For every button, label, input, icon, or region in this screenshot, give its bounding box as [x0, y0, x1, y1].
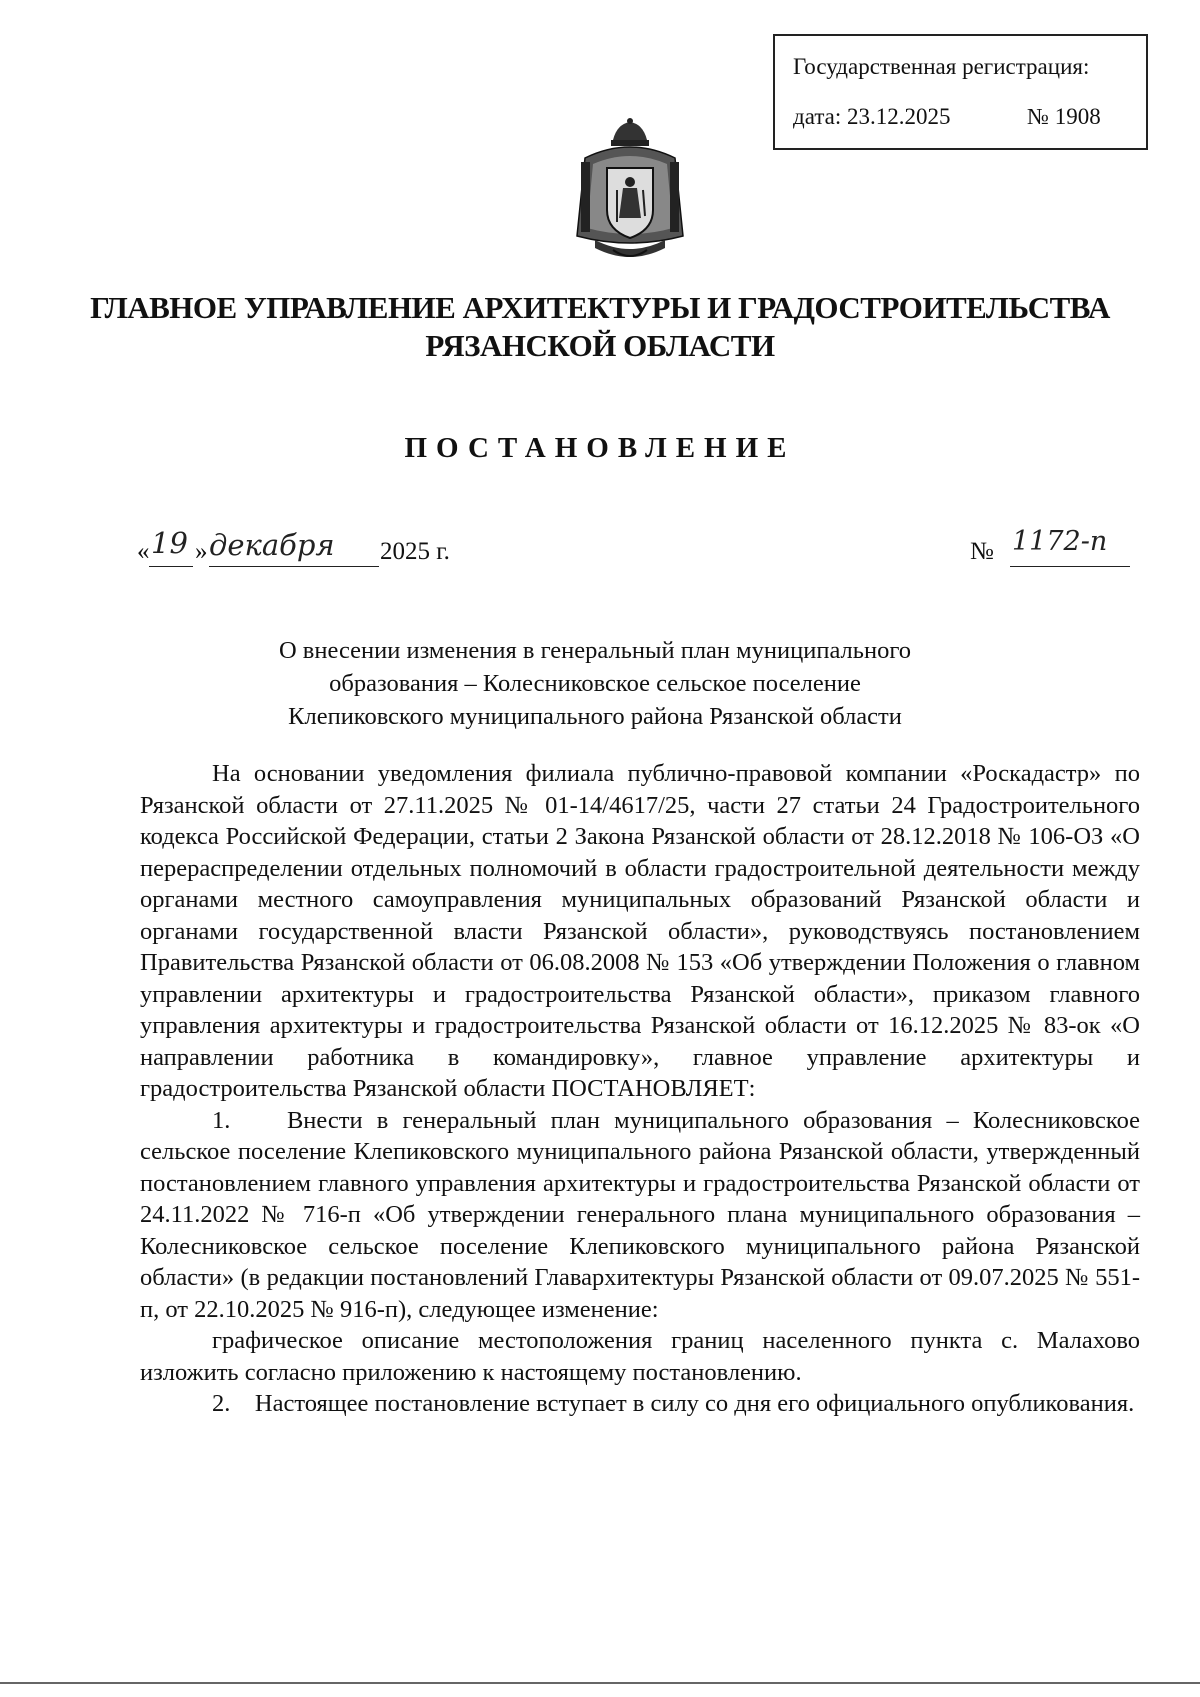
organization-name-line2: РЯЗАНСКОЙ ОБЛАСТИ	[425, 328, 775, 363]
date-month-underline	[209, 566, 379, 567]
item-2-paragraph: 2. Настоящее постановление вступает в силу со дня его официального опубликования.	[212, 1390, 1135, 1417]
document-type-heading: ПОСТАНОВЛЕНИЕ	[404, 432, 796, 464]
item-1-change-paragraph: графическое описание местоположения границ населенного пункта с. Малахово изложить согласно приложению к настоящему постановлению.	[140, 1327, 1140, 1386]
registration-number: № 1908	[1027, 104, 1101, 129]
date-open-quote: «	[137, 538, 150, 565]
number-handwritten: 1172-п	[1012, 526, 1108, 557]
date-year: 2025 г.	[380, 538, 450, 565]
item-1-paragraph: 1. Внести в генеральный план муниципального образования – Колесниковское сельское поселение Клепиковского муниципального района Рязанской области, утвержденный постановлением главного управления архитектуры и градостроительства Рязанской области от 24.11.2022 № 716-п «Об утверждении генерального плана муниципального образования – Колесниковское сельское поселение Клепиковского муниципального района Рязанской области» (в редакции постановлений Главархитектуры Рязанской области от 09.07.2025 № 551-п, от 22.10.2025 № 916-п), следующее изменение:	[140, 1106, 1140, 1323]
registration-title: Государственная регистрация:	[793, 54, 1090, 79]
document-number	[970, 526, 1160, 566]
date-close-quote: »	[195, 538, 208, 565]
registration-date: дата: 23.12.2025	[793, 104, 951, 129]
organization-name-line1: ГЛАВНОЕ УПРАВЛЕНИЕ АРХИТЕКТУРЫ И ГРАДОСТРОИТЕЛЬСТВА	[90, 290, 1110, 325]
subject-line: Клепиковского муниципального района Рязанской области	[288, 703, 902, 730]
number-underline	[1010, 566, 1130, 567]
date-day-underline	[149, 566, 193, 567]
document-subject	[0, 634, 1190, 733]
preamble-paragraph: На основании уведомления филиала публично-правовой компании «Роскадастр» по Рязанской области от 27.11.2025 № 01-14/4617/25, части 27 статьи 24 Градостроительного кодекса Российской Федерации, статьи 2 Закона Рязанской области от 28.12.2018 № 106-ОЗ «О перераспределении отдельных полномочий в области градостроительной деятельности между органами местного самоуправления муниципальных образований Рязанской области и органами государственной власти Рязанской области», руководствуясь постановлением Правительства Рязанской области от 06.08.2008 № 153 «Об утверждении Положения о главном управлении архитектуры и градостроительства Рязанской области», приказом главного управления архитектуры и градостроительства Рязанской области от 16.12.2025 № 83-ок «О направлении работника в командировку», главное управление архитектуры и градостроительства Рязанской области ПОСТАНОВЛЯЕТ:	[140, 760, 1140, 1102]
document-body	[140, 758, 1140, 1420]
number-sign: №	[970, 538, 994, 565]
subject-line: образования – Колесниковское сельское поселение	[329, 670, 861, 697]
date-month-handwritten: декабря	[209, 528, 335, 562]
document-date	[137, 526, 477, 566]
subject-line: О внесении изменения в генеральный план муниципального	[278, 637, 912, 664]
date-day-handwritten: 19	[151, 526, 188, 560]
ryazan-coat-of-arms-icon	[565, 118, 695, 268]
page-bottom-rule	[0, 1682, 1200, 1684]
registration-stamp	[773, 34, 1148, 150]
